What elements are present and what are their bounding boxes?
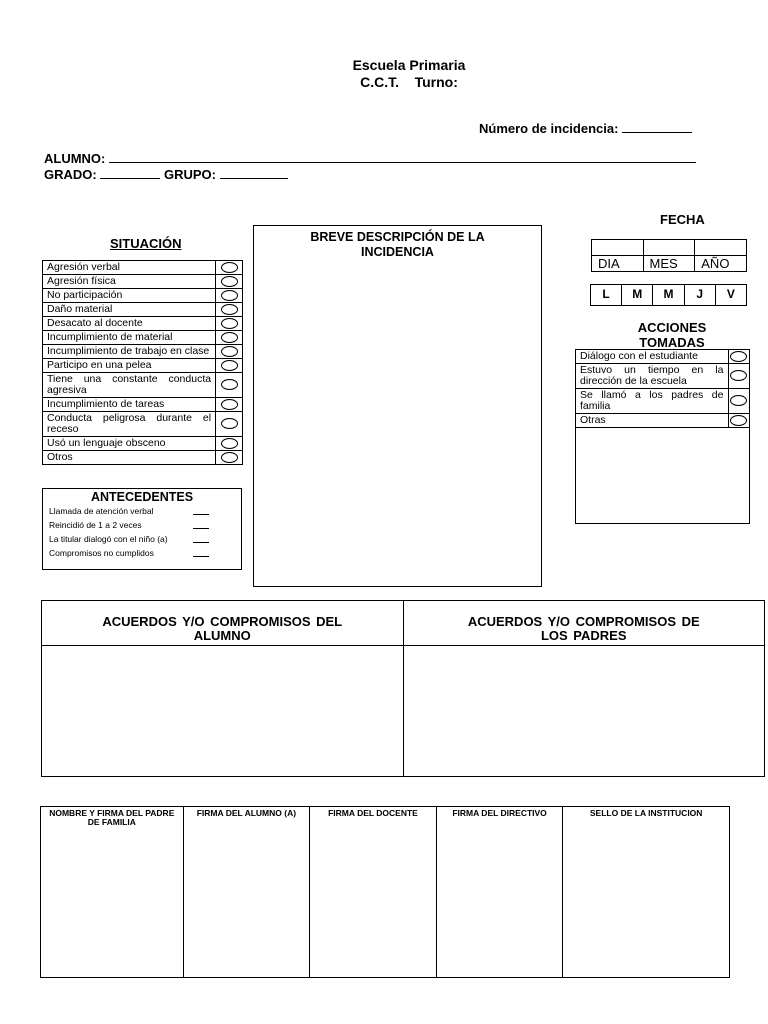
situacion-label: Agresión física xyxy=(43,275,216,289)
description-title: BREVE DESCRIPCIÓN DE LA INCIDENCIA xyxy=(310,230,485,259)
situacion-label: Otros xyxy=(43,451,216,465)
oval-check-icon[interactable] xyxy=(221,290,238,301)
grado-grupo-row xyxy=(44,167,288,182)
oval-check-icon[interactable] xyxy=(221,418,238,429)
accion-label: Se llamó a los padres de familia xyxy=(576,389,728,414)
situacion-row xyxy=(43,261,243,275)
accion-checkbox[interactable] xyxy=(728,414,749,428)
accion-row xyxy=(576,350,749,364)
situacion-checkbox[interactable] xyxy=(216,412,243,437)
situacion-label: Participo en una pelea xyxy=(43,359,216,373)
situacion-label: Incumplimiento de trabajo en clase xyxy=(43,345,216,359)
situacion-checkbox[interactable] xyxy=(216,261,243,275)
weekday-m1[interactable]: M xyxy=(622,285,653,305)
oval-check-icon[interactable] xyxy=(730,370,747,381)
situacion-title: SITUACIÓN xyxy=(110,236,182,251)
accion-label: Estuvo un tiempo en la dirección de la escuela xyxy=(576,364,728,389)
situacion-checkbox[interactable] xyxy=(216,289,243,303)
accion-checkbox[interactable] xyxy=(728,364,749,389)
situacion-checkbox[interactable] xyxy=(216,373,243,398)
acciones-box xyxy=(575,349,750,524)
acuerdos-padres-field[interactable] xyxy=(404,646,765,776)
situacion-label: Usó un lenguaje obsceno xyxy=(43,437,216,451)
weekday-m2[interactable]: M xyxy=(653,285,684,305)
situacion-checkbox[interactable] xyxy=(216,331,243,345)
situacion-row xyxy=(43,275,243,289)
situacion-row xyxy=(43,373,243,398)
situacion-checkbox[interactable] xyxy=(216,451,243,465)
antecedente-blank[interactable] xyxy=(193,550,209,557)
situacion-row xyxy=(43,345,243,359)
oval-check-icon[interactable] xyxy=(221,276,238,287)
antecedente-label: Compromisos no cumplidos xyxy=(49,548,154,558)
dia-field[interactable] xyxy=(592,240,644,256)
antecedentes-box xyxy=(42,488,242,570)
signature-parent[interactable]: NOMBRE Y FIRMA DEL PADRE DE FAMILIA xyxy=(41,807,184,977)
situacion-row xyxy=(43,437,243,451)
accion-row xyxy=(576,389,749,414)
situacion-row xyxy=(43,303,243,317)
antecedente-row xyxy=(49,532,241,546)
situacion-row xyxy=(43,317,243,331)
situacion-label: Incumplimiento de material xyxy=(43,331,216,345)
accion-row xyxy=(576,414,749,428)
oval-check-icon[interactable] xyxy=(221,304,238,315)
situacion-checkbox[interactable] xyxy=(216,398,243,412)
antecedente-row xyxy=(49,504,241,518)
oval-check-icon[interactable] xyxy=(730,351,747,362)
oval-check-icon[interactable] xyxy=(221,318,238,329)
signature-teacher[interactable]: FIRMA DEL DOCENTE xyxy=(310,807,437,977)
situacion-checkbox[interactable] xyxy=(216,437,243,451)
oval-check-icon[interactable] xyxy=(221,399,238,410)
acuerdos-alumno-field[interactable] xyxy=(42,646,403,776)
oval-check-icon[interactable] xyxy=(221,360,238,371)
cct-turno-label: C.C.T. Turno: xyxy=(360,74,458,90)
oval-check-icon[interactable] xyxy=(221,346,238,357)
mes-label: MES xyxy=(643,256,695,272)
grupo-field[interactable] xyxy=(220,167,288,179)
fecha-title: FECHA xyxy=(660,212,705,227)
institution-seal[interactable]: SELLO DE LA INSTITUCION xyxy=(589,808,703,818)
situacion-checkbox[interactable] xyxy=(216,275,243,289)
situacion-label: Incumplimiento de tareas xyxy=(43,398,216,412)
situacion-label: Tiene una constante conducta agresiva xyxy=(43,373,216,398)
grado-label: GRADO: xyxy=(44,167,97,182)
signatures-section xyxy=(40,806,730,978)
oval-check-icon[interactable] xyxy=(221,262,238,273)
situacion-row xyxy=(43,412,243,437)
acuerdos-padres-title: ACUERDOS Y/O COMPROMISOS DE LOS PADRES xyxy=(404,601,765,646)
antecedente-blank[interactable] xyxy=(193,522,209,529)
situacion-row xyxy=(43,451,243,465)
situacion-checkbox[interactable] xyxy=(216,359,243,373)
antecedente-label: Llamada de atención verbal xyxy=(49,506,154,516)
signature-director[interactable]: FIRMA DEL DIRECTIVO xyxy=(437,807,564,977)
alumno-row xyxy=(44,151,696,166)
weekday-row xyxy=(590,284,747,306)
situacion-table xyxy=(42,260,243,465)
grupo-label: GRUPO: xyxy=(163,167,216,182)
antecedente-label: La titular dialogó con el niño (a) xyxy=(49,534,168,544)
antecedente-row xyxy=(49,546,241,560)
dia-label: DIA xyxy=(592,256,644,272)
alumno-label: ALUMNO: xyxy=(44,151,106,166)
school-title: Escuela Primaria xyxy=(352,57,466,73)
antecedentes-title: ANTECEDENTES xyxy=(90,490,194,504)
situacion-row xyxy=(43,331,243,345)
antecedente-row xyxy=(49,518,241,532)
accion-checkbox[interactable] xyxy=(728,350,749,364)
accion-label: Diálogo con el estudiante xyxy=(576,350,728,364)
ano-field[interactable] xyxy=(695,240,747,256)
acuerdos-padres-column xyxy=(404,601,765,776)
acciones-table xyxy=(576,350,749,428)
oval-check-icon[interactable] xyxy=(221,332,238,343)
weekday-l[interactable]: L xyxy=(591,285,622,305)
antecedente-blank[interactable] xyxy=(193,536,209,543)
accion-label: Otras xyxy=(576,414,728,428)
oval-check-icon[interactable] xyxy=(730,395,747,406)
incident-number-field[interactable] xyxy=(622,121,692,133)
situacion-checkbox[interactable] xyxy=(216,303,243,317)
signature-student[interactable]: FIRMA DEL ALUMNO (A) xyxy=(184,807,311,977)
acuerdos-section xyxy=(41,600,765,777)
situacion-label: Daño material xyxy=(43,303,216,317)
situacion-checkbox[interactable] xyxy=(216,317,243,331)
acciones-title: ACCIONES TOMADAS xyxy=(637,320,707,350)
situacion-label: Conducta peligrosa durante el receso xyxy=(43,412,216,437)
situacion-label: No participación xyxy=(43,289,216,303)
accion-row xyxy=(576,364,749,389)
situacion-label: Desacato al docente xyxy=(43,317,216,331)
alumno-field[interactable] xyxy=(109,151,696,163)
antecedente-blank[interactable] xyxy=(193,508,209,515)
acuerdos-alumno-title: ACUERDOS Y/O COMPROMISOS DEL ALUMNO xyxy=(42,601,403,646)
situacion-row xyxy=(43,398,243,412)
grado-field[interactable] xyxy=(100,167,160,179)
fecha-table xyxy=(591,239,747,272)
incident-number-row xyxy=(479,121,692,136)
mes-field[interactable] xyxy=(643,240,695,256)
acuerdos-alumno-column xyxy=(42,601,404,776)
description-box[interactable] xyxy=(253,225,542,587)
oval-check-icon[interactable] xyxy=(221,452,238,463)
oval-check-icon[interactable] xyxy=(221,438,238,449)
accion-checkbox[interactable] xyxy=(728,389,749,414)
oval-check-icon[interactable] xyxy=(221,379,238,390)
ano-label: AÑO xyxy=(695,256,747,272)
situacion-label: Agresión verbal xyxy=(43,261,216,275)
weekday-j[interactable]: J xyxy=(685,285,716,305)
weekday-v[interactable]: V xyxy=(726,287,735,301)
antecedente-label: Reincidió de 1 a 2 veces xyxy=(49,520,142,530)
situacion-row xyxy=(43,289,243,303)
oval-check-icon[interactable] xyxy=(730,415,747,426)
situacion-row xyxy=(43,359,243,373)
situacion-checkbox[interactable] xyxy=(216,345,243,359)
incident-number-label: Número de incidencia: xyxy=(479,121,619,136)
